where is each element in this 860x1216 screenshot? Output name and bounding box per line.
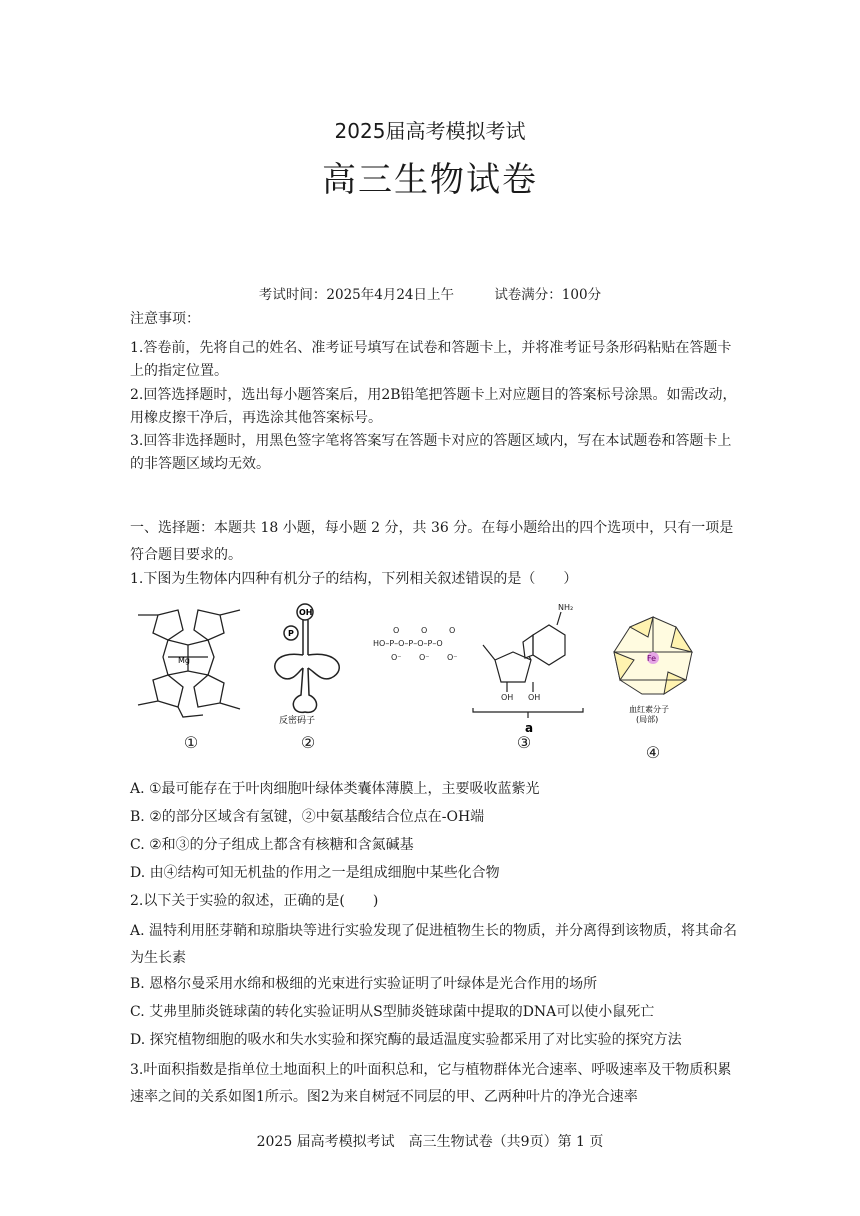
trna-p-label: P bbox=[288, 629, 294, 638]
heme-label-sub: (局部) bbox=[636, 715, 659, 724]
q2-option-a: A. 温特利用胚芽鞘和琼脂块等进行实验发现了促进植物生长的物质，并分离得到该物质，将其命名为生长素 bbox=[130, 923, 738, 966]
page-footer: 2025 届高考模拟考试 高三生物试卷（共9页）第 1 页 bbox=[256, 1134, 604, 1150]
svg-text:OH: OH bbox=[501, 693, 514, 702]
svg-text:O: O bbox=[393, 626, 400, 635]
svg-text:O: O bbox=[421, 626, 428, 635]
exam-subtitle: 2025届高考模拟考试 bbox=[334, 119, 526, 143]
q2-option-d: D. 探究植物细胞的吸水和失水实验和探究酶的最适温度实验都采用了对比实验的探究方法 bbox=[130, 1032, 682, 1048]
atp-bracket-label: a bbox=[525, 721, 534, 735]
notice-item-2: 2.回答选择题时，选出每小题答案后，用2B铅笔把答题卡上对应题目的答案标号涂黑。如需改动，用橡皮擦干净后，再选涂其他答案标号。 bbox=[130, 387, 737, 426]
svg-text:HO–P–O–P–O–P–O: HO–P–O–P–O–P–O bbox=[373, 639, 443, 648]
atp-structure bbox=[373, 600, 598, 740]
trna-anticodon-label: 反密码子 bbox=[279, 716, 316, 725]
q2-option-b: B. 恩格尔曼采用水绵和极细的光束进行实验证明了叶绿体是光合作用的场所 bbox=[130, 976, 598, 992]
fig-label-4: ④ bbox=[645, 743, 661, 762]
fig-label-3: ③ bbox=[516, 733, 532, 752]
q1-stem: 1.下图为生物体内四种有机分子的结构，下列相关叙述错误的是（ ） bbox=[130, 571, 578, 587]
exam-score: 试卷满分：100分 bbox=[494, 287, 602, 303]
notice-item-1: 1.答卷前，先将自己的姓名、准考证号填写在试卷和答题卡上，并将准考证号条形码粘贴在答题卡上的指定位置。 bbox=[130, 340, 732, 379]
exam-time: 考试时间：2025年4月24日上午 bbox=[258, 287, 455, 303]
atp-nh2-label: NH₂ bbox=[558, 603, 574, 612]
svg-text:O⁻: O⁻ bbox=[419, 653, 430, 662]
fig-label-1: ① bbox=[183, 733, 199, 752]
heme-fe-label: Fe bbox=[647, 654, 657, 663]
svg-text:OH: OH bbox=[528, 693, 541, 702]
notice-item-3: 3.回答非选择题时，用黑色签字笔将答案写在答题卡对应的答题区域内，写在本试题卷和答题卡上的非答题区域均无效。 bbox=[130, 433, 732, 472]
svg-text:O⁻: O⁻ bbox=[447, 653, 458, 662]
fig-label-2: ② bbox=[300, 733, 316, 752]
chlorophyll-structure bbox=[128, 605, 248, 720]
q2-stem: 2.以下关于实验的叙述，正确的是( ) bbox=[130, 893, 379, 909]
q1-figure bbox=[128, 600, 728, 770]
heme-structure bbox=[606, 612, 701, 727]
q2-option-c: C. 艾弗里肺炎链球菌的转化实验证明从S型肺炎链球菌中提取的DNA可以使小鼠死亡 bbox=[130, 1004, 655, 1020]
q3-stem: 3.叶面积指数是指单位土地面积上的叶面积总和，它与植物群体光合速率、呼吸速率及干物质积累速率之间的关系如图1所示。图2为来自树冠不同层的甲、乙两种叶片的净光合速率 bbox=[130, 1062, 732, 1105]
section1-intro: 一、选择题：本题共 18 小题，每小题 2 分，共 36 分。在每小题给出的四个选项中，只有一项是符合题目要求的。 bbox=[130, 520, 734, 563]
trna-structure bbox=[263, 600, 353, 725]
heme-label: 血红素分子 bbox=[629, 705, 669, 714]
trna-oh-label: OH bbox=[299, 608, 313, 617]
q1-option-a: A. ①最可能存在于叶肉细胞叶绿体类囊体薄膜上，主要吸收蓝紫光 bbox=[130, 781, 540, 797]
svg-text:O: O bbox=[449, 626, 456, 635]
exam-meta bbox=[0, 283, 860, 303]
q1-option-b: B. ②的部分区域含有氢键，②中氨基酸结合位点在-OH端 bbox=[130, 809, 485, 825]
exam-title: 高三生物试卷 bbox=[322, 160, 538, 200]
q1-option-c: C. ②和③的分子组成上都含有核糖和含氮碱基 bbox=[130, 837, 414, 853]
svg-text:O⁻: O⁻ bbox=[391, 653, 402, 662]
notice-heading: 注意事项： bbox=[130, 311, 200, 327]
chlorophyll-mg-label: Mg bbox=[178, 656, 190, 665]
q1-option-d: D. 由④结构可知无机盐的作用之一是组成细胞中某些化合物 bbox=[130, 865, 500, 881]
